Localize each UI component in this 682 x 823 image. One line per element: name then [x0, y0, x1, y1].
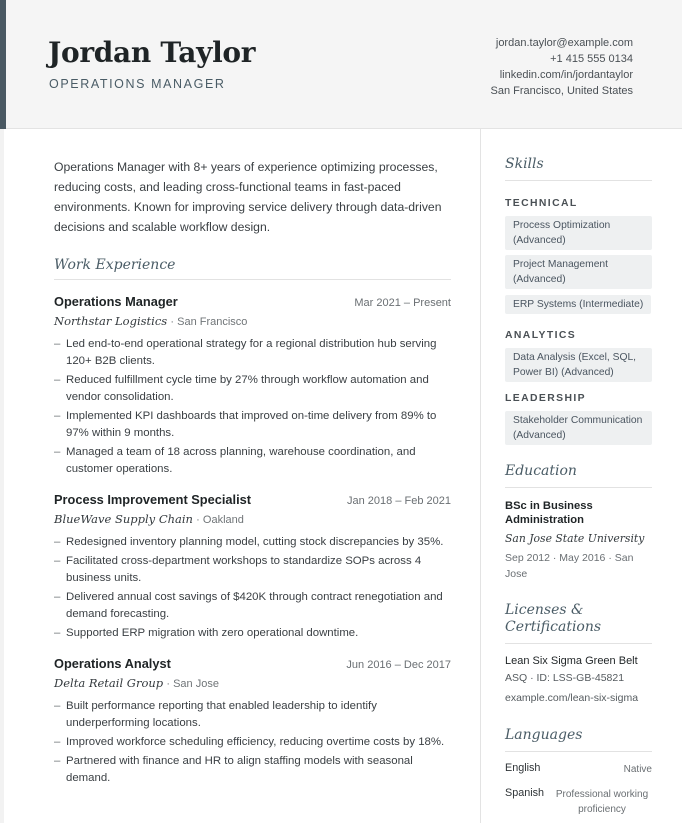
candidate-name: Jordan Taylor	[48, 36, 256, 69]
skill-chip: Stakeholder Communication (Advanced)	[505, 411, 652, 445]
language-name: Spanish	[505, 787, 545, 799]
job-company: Delta Retail Group	[54, 676, 164, 690]
skill-group-label: TECHNICAL	[505, 198, 578, 209]
education-school: San Jose State University	[505, 532, 645, 545]
job-location: · Oakland	[196, 514, 244, 526]
education-dates: Sep 2012 · May 2016 · San Jose	[505, 552, 634, 580]
languages-section	[505, 727, 652, 817]
work-experience-heading: Work Experience	[54, 257, 451, 280]
skill-group-label: LEADERSHIP	[505, 393, 586, 404]
sidebar-column	[505, 156, 652, 817]
contact-phone[interactable]: +1 415 555 0134	[550, 53, 633, 65]
contact-block	[491, 35, 633, 99]
job-bullet: – Led end-to-end operational strategy for a regional distribution hub serving 120+ B2B clients.	[54, 336, 451, 370]
skill-chip: Process Optimization (Advanced)	[505, 216, 652, 250]
job-location: · San Jose	[166, 678, 219, 690]
job-title: Operations Manager	[54, 294, 178, 309]
skill-chip: Project Management (Advanced)	[505, 255, 652, 289]
contact-email[interactable]: jordan.taylor@example.com	[495, 37, 633, 49]
job-entry	[54, 294, 451, 478]
job-dates: Jan 2018 – Feb 2021	[347, 495, 451, 507]
skills-heading: Skills	[505, 156, 652, 181]
job-bullet: – Built performance reporting that enabled leadership to identify underperforming locations.	[54, 698, 451, 732]
languages-heading: Languages	[505, 727, 652, 752]
job-entry	[54, 492, 451, 642]
job-company: Northstar Logistics	[54, 314, 168, 328]
skill-group-label: ANALYTICS	[505, 330, 577, 341]
main-column	[54, 157, 451, 789]
job-bullet: – Partnered with finance and HR to align staffing models with seasonal demand.	[54, 753, 451, 787]
job-company: BlueWave Supply Chain	[54, 512, 193, 526]
resume-header	[0, 0, 682, 129]
language-row	[505, 787, 652, 817]
certifications-heading: Licenses & Certifications	[505, 602, 652, 644]
candidate-role: OPERATIONS MANAGER	[49, 77, 226, 91]
skill-chip: ERP Systems (Intermediate)	[505, 295, 651, 314]
skill-chip: Data Analysis (Excel, SQL, Power BI) (Advanced)	[505, 348, 652, 382]
job-bullets	[54, 336, 451, 478]
job-bullet: – Reduced fulfillment cycle time by 27% through workflow automation and vendor consolidation.	[54, 372, 451, 406]
language-level: Professional working proficiency	[555, 789, 649, 815]
job-bullet: – Implemented KPI dashboards that improved on-time delivery from 89% to 97% within 9 months.	[54, 408, 451, 442]
language-row	[505, 762, 652, 777]
job-title: Process Improvement Specialist	[54, 492, 252, 507]
job-bullets	[54, 698, 451, 787]
certification-url[interactable]: example.com/lean-six-sigma	[505, 692, 639, 704]
language-name: English	[505, 762, 541, 774]
education-heading: Education	[505, 463, 652, 488]
skill-chips	[505, 216, 652, 319]
profile-summary: Operations Manager with 8+ years of experience optimizing processes, reducing costs, and leading cross-functional teams in fast-paced environments. Known for improving service delivery through data-driven decisions and scalable workflow design.	[54, 160, 442, 234]
contact-linkedin[interactable]: linkedin.com/in/jordantaylor	[499, 69, 633, 81]
certifications-section	[505, 602, 652, 707]
certification-name: Lean Six Sigma Green Belt	[505, 655, 638, 667]
job-location: · San Francisco	[170, 316, 248, 328]
job-title: Operations Analyst	[54, 656, 171, 671]
job-bullets	[54, 534, 451, 642]
left-margin-strip	[0, 129, 4, 823]
language-level: Native	[623, 764, 652, 775]
skill-chips	[505, 348, 652, 382]
job-bullet: – Improved workforce scheduling efficiency, reducing overtime costs by 18%.	[54, 734, 451, 751]
job-dates: Jun 2016 – Dec 2017	[346, 659, 451, 671]
education-degree: BSc in Business Administration	[505, 500, 593, 526]
certification-id: ASQ · ID: LSS-GB-45821	[505, 672, 625, 684]
job-bullet: – Redesigned inventory planning model, cutting stock discrepancies by 35%.	[54, 534, 451, 551]
skill-chips	[505, 411, 652, 445]
job-entry	[54, 656, 451, 787]
header-accent-bar	[0, 0, 6, 129]
job-dates: Mar 2021 – Present	[354, 297, 451, 309]
job-bullet: – Facilitated cross-department workshops to standardize SOPs across 4 business units.	[54, 553, 451, 587]
education-section	[505, 463, 652, 582]
job-bullet: – Delivered annual cost savings of $420K through contract renegotiation and demand forecasting.	[54, 589, 451, 623]
job-bullet: – Managed a team of 18 across planning, warehouse coordination, and customer operations.	[54, 444, 451, 478]
job-bullet: – Supported ERP migration with zero operational downtime.	[54, 625, 451, 642]
contact-location: San Francisco, United States	[490, 85, 633, 97]
